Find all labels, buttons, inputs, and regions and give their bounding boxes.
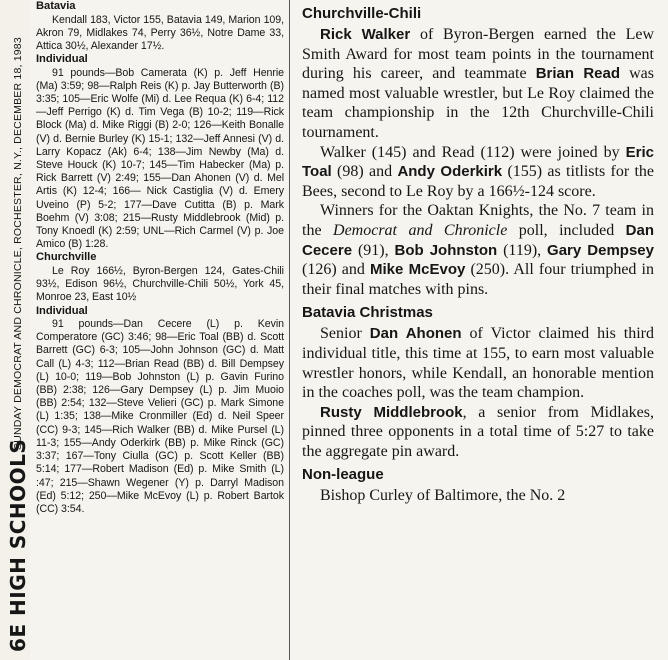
story-paragraph [302,403,654,462]
story-text: Winners for the Oaktan Knights, the No. 7 team in the [302,202,654,239]
story-text: (155) as titlists for the Bees, second to Le Roy by a 166½-124 score. [302,163,654,200]
wrestler-name: Mike McEvoy [370,261,466,279]
results-column [36,0,284,660]
story-column [302,0,654,660]
story-text: of Byron-Bergen earned the Lew Smith Award for most team points in the tournament during his career, and teammate [302,26,654,83]
wrestler-name: Dan Cecere [302,221,655,259]
story-paragraph [302,486,654,506]
results-paragraph: 91 pounds—Dan Cecere (L) p. Kevin Comperatore (GC) 3:46; 98—Eric Toal (BB) d. Scott Barrett (GC) 6-3; 105—John Johnson (GC) d. Matt Call (L) 4-3; 112—Brian Read (BB) d. Bill Dempsey (L) 10-0; 119—Bob Johnston (L) p. Gavin Furino (BB) 2:38; 126—Gary Dempsey (L) p. Jim Muoio (BB) 2:54; 132—Steve Velieri (GC) p. Mark Simone (L) 1:35; 138—Mike Cronmiller (Ed) d. Neil Speer (CC) 9-3; 145—Rich Walker (BB) d. Mike Pursel (L) 11-3; 155—Andy Oderkirk (BB) p. Mike Rinck (GC) 3:37; 167—Tony Ciulla (GC) p. Scott Keller (BB) 5:14; 177—Robert Madison (Ed) p. Mike Smith (L) :47; 215—Shawn Wegener (Y) p. Darryl Madison (Ed) 5:12; 250—Mike McEvoy (L) p. Robert Bartok (CC) 3:54. [36,318,284,515]
story-paragraph [302,143,654,202]
story-subhead: Batavia Christmas [302,304,433,322]
wrestler-name: Brian Read [535,65,620,83]
story-subhead: Churchville-Chili [302,5,422,22]
section-tag: 6E HIGH SCHOOLS [6,438,30,652]
results-paragraph: Kendall 183, Victor 155, Batavia 149, Marion 109, Akron 79, Midlakes 74, Perry 36½, Notre Dame 33, Attica 30½, Alexander 17½. [36,13,284,52]
story-text: was named most valuable wrestler, but Le Roy claimed the team championship in the 12th Churchville-Chili tournament. [302,65,654,141]
story-paragraph [302,25,654,143]
page-spine [0,0,30,660]
results-heading: Individual [36,53,88,66]
story-text: of Victor claimed his third individual title, this time at 155, to earn most valuable wrestler honors, while Kendall, an honorable mention in the coaches poll, was the team champion. [302,325,655,402]
story-text: Senior [320,325,370,343]
dateline: SUNDAY DEMOCRAT AND CHRONICLE, ROCHESTER, N.Y., DECEMBER 18, 1983 [12,37,24,450]
wrestler-name: Rick Walker [320,26,411,43]
results-heading: Batavia [36,0,76,12]
story-text: poll, included [507,221,626,239]
story-text: (250). All four triumphed in their final matches with pins. [302,261,654,298]
story-text: (98) and [331,163,398,181]
story-text: , a senior from Midlakes, pinned three opponents in a total time of 5:27 to take the aggregate pin award. [302,403,654,460]
wrestler-name: Eric Toal [302,143,654,181]
wrestler-name: Rusty Middlebrook [320,403,463,421]
results-heading: Individual [36,304,88,317]
story-subhead: Non-league [302,466,384,484]
wrestler-name: Bob Johnston [394,241,498,259]
story-text: Walker (145) and Read (112) were joined by [320,143,626,161]
results-paragraph: 91 pounds—Bob Camerata (K) p. Jeff Henrie (Ma) 3:59; 98—Ralph Reis (K) p. Jay Butterworth (B) 3:35; 105—Eric Wolfe (Mi) d. Lee Requa (K) 6-4; 112—Jeff Perrigo (K) d. Tim Vega (B) 10-2; 119—Rick Block (Ma) d. Mike Riggi (B) 2-0; 126—Keith Bonalle (V) d. Bernie Burley (K) 15-1; 132—Jeff Annesi (V) d. Larry Kopacz (Ak) 6-4; 138—Jim Newby (Ma) d. Steve Houck (K) 10-7; 145—Tim Habecker (Ma) p. Rick Barrett (V) 2:49; 155—Dan Ahonen (V) d. Mel Artis (K) 12-4; 166— Nick Castiglia (V) d. Emery Uveino (P) 5-2; 177—Dave Cutitta (B) p. Mark Boehm (V) 3:08; 215—Rusty Middlebrook (Mid) p. Tony Knoedl (K) 2:59; UNL—Rich Carmel (V) p. Joe Amico (B) 1:28. [36,66,284,251]
results-paragraph: Le Roy 166½, Byron-Bergen 124, Gates-Chili 93½, Edison 96½, Churchville-Chili 50½, York 45, Monroe 23, East 10½ [36,264,284,304]
story-text: (91), [352,241,395,259]
story-paragraph [302,201,654,299]
story-text: (126) and [302,261,370,279]
column-rule [289,0,290,660]
wrestler-name: Gary Dempsey [547,241,654,259]
story-paragraph [302,324,654,402]
results-heading: Churchville [36,251,97,264]
wrestler-name: Dan Ahonen [369,325,462,343]
story-text: (119), [497,241,548,259]
publication-name: Democrat and Chronicle [333,221,508,239]
story-text: Bishop Curley of Baltimore, the No. 2 [320,487,566,505]
wrestler-name: Andy Oderkirk [397,163,503,181]
